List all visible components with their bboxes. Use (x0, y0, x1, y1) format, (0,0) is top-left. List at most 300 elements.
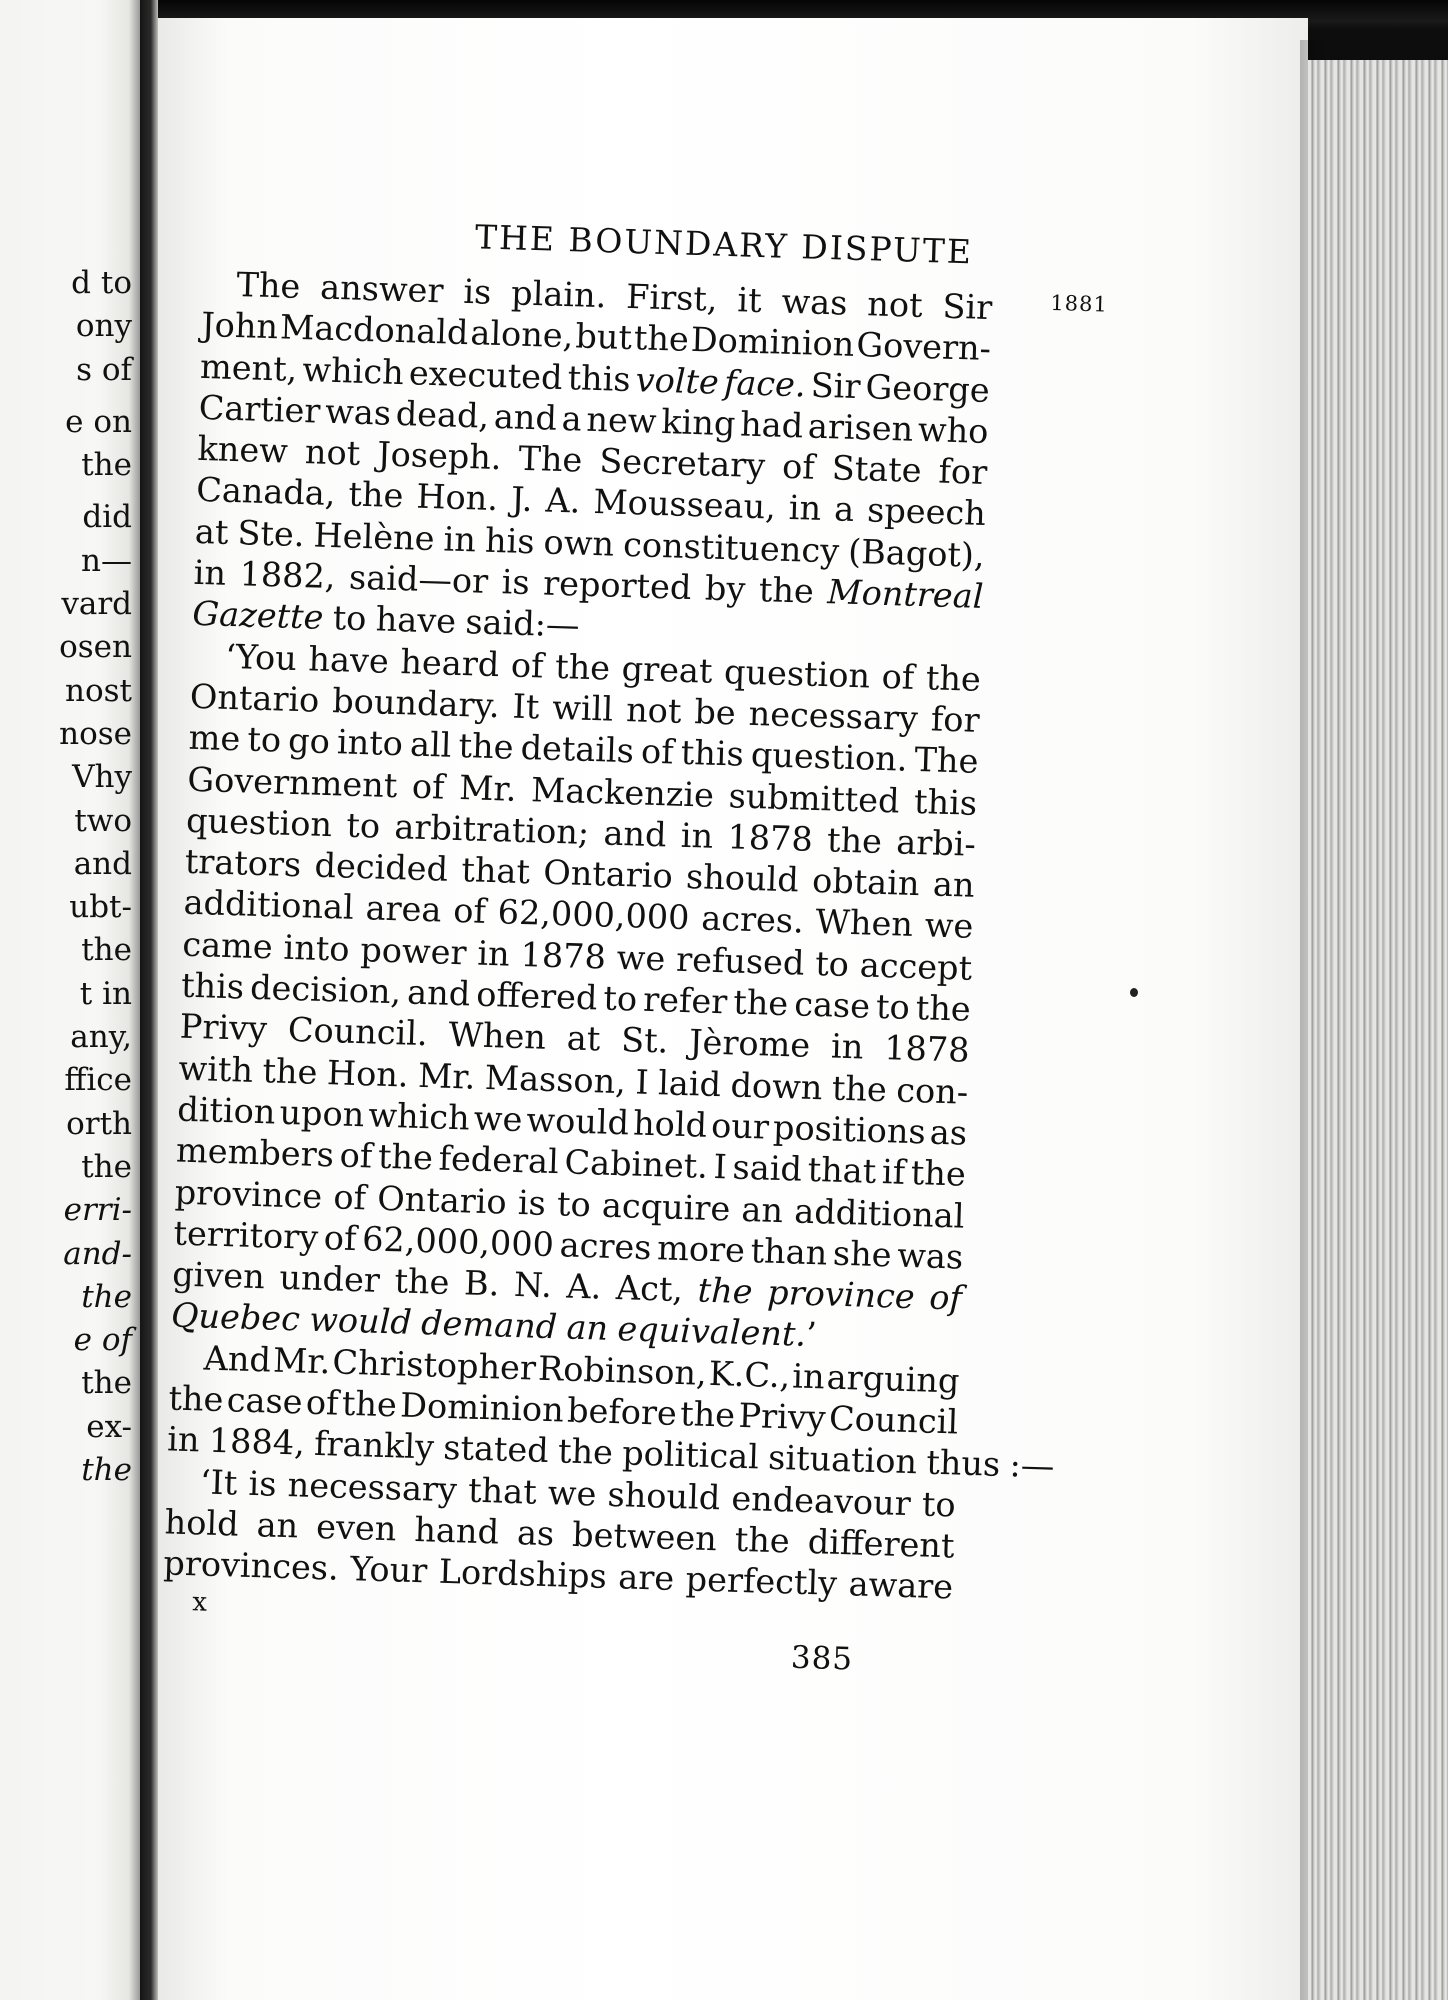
left-page-fragment: ex- (86, 1408, 132, 1445)
word: of (411, 766, 446, 807)
page-number: 385 (790, 1639, 854, 1678)
word: Lordships (438, 1551, 608, 1597)
word: political (621, 1433, 760, 1477)
word: Joseph. (376, 434, 503, 478)
word: When (814, 902, 914, 945)
word: the (697, 1270, 754, 1312)
word: Secretary (598, 441, 766, 486)
word: case (793, 984, 871, 1026)
word: in (476, 933, 511, 974)
word: plain. (510, 273, 607, 316)
word: It (512, 686, 540, 727)
word: question. (750, 735, 909, 779)
word: dition (176, 1089, 277, 1132)
word: the (633, 318, 690, 360)
book-gutter (140, 0, 158, 2000)
word: would (308, 1300, 413, 1343)
word: Christopher (331, 1342, 537, 1388)
word: in (193, 552, 227, 593)
word: have (307, 639, 390, 681)
word: John (200, 305, 279, 347)
word: our (710, 1105, 770, 1147)
word: Your (349, 1549, 428, 1591)
word: in (788, 488, 822, 529)
word: have (375, 599, 457, 642)
word: Canada, (195, 470, 337, 514)
page-edges (1308, 60, 1448, 2000)
word: con- (895, 1070, 969, 1112)
word: Government (186, 759, 398, 805)
left-page-fragment: two (74, 802, 132, 839)
word: boundary. (331, 681, 501, 726)
word: to (556, 1183, 592, 1224)
word: 1882, (239, 554, 337, 597)
word: perfectly (685, 1559, 838, 1604)
word: the (341, 1383, 398, 1425)
word: with (178, 1048, 254, 1090)
word: necessary (748, 693, 919, 738)
word: laid (657, 1062, 722, 1104)
word: answer (319, 267, 445, 311)
word: Council (828, 1398, 959, 1442)
word: upon (278, 1092, 365, 1135)
word: Govern- (855, 325, 992, 369)
word: not (866, 284, 924, 325)
word: area (365, 888, 443, 930)
word: me (188, 718, 241, 759)
left-page-fragment: the (81, 932, 132, 969)
word: the (734, 1519, 791, 1561)
word: details (520, 728, 635, 771)
left-page-fragment: nost (65, 672, 132, 709)
word: at (194, 511, 230, 552)
word: of (305, 1382, 340, 1423)
word: 62,000,000 (497, 892, 691, 938)
left-page-fragment: ony (75, 308, 132, 345)
word: hold (164, 1502, 240, 1544)
word: that (460, 850, 531, 892)
word: was (324, 391, 392, 433)
word: this (680, 733, 745, 774)
word: into (336, 722, 404, 764)
word: territory (173, 1213, 319, 1257)
word: of (928, 1277, 963, 1318)
word: volte (635, 359, 720, 402)
word: J. (510, 479, 534, 520)
word: will (551, 687, 614, 729)
word: his (484, 520, 536, 561)
word: in (791, 1356, 826, 1397)
word: obtain (811, 861, 921, 904)
word: to (332, 598, 368, 639)
word: to (246, 719, 282, 760)
word: for (938, 451, 988, 493)
word: Ontario (376, 1178, 508, 1222)
word: State (831, 448, 923, 491)
word: an (740, 1189, 784, 1230)
left-page-fragment: erri- (63, 1192, 132, 1229)
word: heard (399, 641, 500, 684)
word: stated (442, 1428, 550, 1471)
word: for (930, 699, 981, 740)
word: N. (513, 1265, 553, 1306)
word: to (602, 978, 638, 1019)
word: 1884, (208, 1421, 306, 1463)
word: is (501, 562, 531, 603)
word: Masson, (484, 1057, 627, 1101)
word: ‘It (199, 1462, 238, 1503)
word: :— (1008, 1445, 1055, 1486)
word: should (607, 1474, 721, 1517)
word: the (826, 820, 883, 861)
word: arbitration; (393, 806, 590, 852)
word: 1878 (883, 1028, 971, 1071)
word: even (315, 1506, 398, 1549)
word: the (910, 1153, 967, 1194)
word: of (781, 446, 816, 487)
word: Jèrome (688, 1022, 811, 1066)
word: Cartier (198, 387, 321, 431)
word: that (807, 1150, 877, 1192)
word: Ste. (236, 512, 306, 554)
word: decided (314, 845, 449, 889)
left-page-fragment: the (81, 1278, 132, 1315)
word: of (881, 656, 915, 697)
word: situation (767, 1438, 918, 1482)
left-page-fragment: did (82, 499, 132, 536)
word: the (377, 1136, 434, 1178)
word: the (167, 1378, 224, 1420)
word: Robinson, (537, 1348, 708, 1393)
word: as (929, 1112, 968, 1153)
word: ‘You (224, 636, 298, 678)
word: should (685, 857, 800, 900)
word: Ontario (189, 676, 320, 720)
left-page-fragment: t in (79, 975, 132, 1012)
word: When (447, 1015, 547, 1058)
word: the (261, 1050, 319, 1092)
word: said:— (464, 602, 581, 645)
word: Council. (287, 1010, 429, 1054)
word: reported (542, 563, 692, 608)
left-page (0, 0, 140, 2000)
word: speech (866, 490, 987, 534)
left-page-line-gap (0, 392, 132, 401)
word: K.C., (708, 1353, 791, 1396)
word: acres (559, 1225, 653, 1267)
word: into (283, 927, 351, 969)
word: great (621, 648, 714, 691)
word: I (713, 1147, 728, 1187)
left-page-fragment: the (81, 1452, 132, 1489)
word: Montreal (826, 572, 985, 617)
left-page-fragment: the (81, 447, 132, 484)
word: given (171, 1254, 266, 1297)
word: I (634, 1062, 650, 1102)
word: to (814, 943, 850, 984)
word: to (921, 1484, 957, 1525)
word: Mousseau, (592, 482, 777, 528)
word: B. (463, 1263, 500, 1304)
word: a (833, 489, 855, 530)
word: not (304, 432, 361, 474)
word: additional (793, 1191, 966, 1236)
word: this (567, 357, 632, 399)
word: members (175, 1130, 335, 1175)
word: demand (420, 1303, 558, 1347)
word: to (875, 986, 911, 1027)
word: positions (772, 1107, 927, 1152)
word: that (467, 1470, 538, 1512)
word: 1878 (726, 817, 814, 859)
word: arisen (807, 406, 914, 449)
left-page-fragment: osen (59, 629, 132, 666)
word: the (347, 475, 404, 516)
word: and (493, 396, 558, 438)
word: power (359, 929, 468, 973)
word: it (736, 280, 763, 321)
word: aware (848, 1564, 954, 1607)
word: constituency (622, 524, 840, 571)
word: equivalent.’ (616, 1309, 818, 1355)
word: hold (632, 1103, 708, 1145)
signature-mark: x (191, 1586, 208, 1618)
word: A. (565, 1266, 602, 1307)
left-page-fragment: and- (63, 1235, 132, 1272)
left-page-fragment: nose (59, 715, 132, 752)
word: in (166, 1419, 201, 1460)
word: is (248, 1463, 278, 1504)
word: we (616, 937, 666, 979)
left-page-fragment: any, (70, 1019, 132, 1056)
word: own (543, 522, 615, 564)
word: A. (544, 481, 581, 522)
word: different (807, 1521, 955, 1566)
right-page-text (162, 205, 1185, 1678)
word: king (660, 401, 736, 444)
word: we (473, 1098, 523, 1140)
word: the (679, 1394, 736, 1435)
word: necessary (287, 1464, 458, 1509)
word: which (301, 349, 405, 392)
word: Privy (179, 1006, 268, 1049)
body-text (162, 263, 1055, 1608)
left-page-fragment: orth (66, 1105, 132, 1142)
word: arbi- (895, 822, 977, 864)
word: is (462, 271, 492, 312)
word: acres. (700, 898, 805, 942)
left-page-fragment: ubt- (69, 889, 132, 926)
word: would (525, 1100, 630, 1143)
word: before (566, 1390, 678, 1433)
word: an (932, 864, 976, 905)
word: to (345, 805, 381, 846)
word: George (865, 366, 991, 410)
word: alone, (469, 313, 574, 356)
word: and (602, 813, 668, 855)
word: case (226, 1380, 304, 1422)
word: Sir (810, 365, 862, 406)
word: acquire (601, 1185, 731, 1229)
word: provinces. (162, 1543, 340, 1588)
left-page-fragment: d to (71, 265, 132, 301)
word: Mackenzie (530, 769, 715, 815)
left-page-text-fragments (0, 262, 132, 1492)
word: submitted (728, 775, 901, 821)
word: be (693, 692, 737, 733)
margin-year: 1881 (1050, 290, 1109, 317)
word: face. (723, 362, 807, 405)
left-page-fragment: s of (76, 351, 132, 388)
word: (Bagot), (847, 531, 986, 575)
word: 62,000,000 (361, 1219, 555, 1264)
word: this (913, 781, 978, 823)
word: but (574, 316, 633, 358)
running-head: THE BOUNDARY DISPUTE (474, 217, 974, 272)
word: said—or (348, 557, 489, 601)
word: this (180, 965, 245, 1007)
word: at (566, 1018, 601, 1059)
left-page-fragment: e of (73, 1322, 132, 1359)
word: arguing (826, 1357, 961, 1401)
word: And (203, 1338, 272, 1380)
word: which (367, 1095, 471, 1138)
word: go (287, 721, 331, 762)
word: additional (183, 883, 355, 928)
word: as (516, 1513, 555, 1554)
word: in (680, 815, 714, 856)
word: executed (408, 352, 564, 397)
word: the (393, 1261, 450, 1303)
word: the (925, 657, 982, 699)
word: Gazette (191, 594, 325, 638)
word: than (750, 1230, 828, 1273)
word: of (332, 1176, 367, 1217)
word: thus (925, 1442, 1001, 1485)
word: the (758, 570, 815, 611)
word: offered (475, 974, 598, 1018)
word: Helène (312, 515, 436, 558)
word: Macdonald (279, 307, 469, 353)
word: under (278, 1257, 381, 1300)
word: the (557, 1431, 614, 1473)
word: question (723, 651, 871, 696)
word: had (739, 404, 804, 446)
word: are (617, 1557, 675, 1599)
left-page-line-gap (0, 487, 132, 496)
word: Mr. (417, 1055, 476, 1097)
word: ment, (199, 346, 298, 389)
word: of (323, 1217, 358, 1258)
word: refused (675, 939, 805, 983)
left-page-fragment: n— (81, 542, 132, 579)
left-page-fragment: and (73, 845, 132, 882)
word: endeavour (730, 1478, 912, 1523)
word: frankly (313, 1424, 435, 1467)
word: all (409, 724, 453, 766)
word: First, (625, 276, 719, 319)
word: province (174, 1172, 323, 1216)
left-page-fragment: vard (61, 586, 132, 623)
word: Mr. (458, 767, 518, 809)
word: more (656, 1228, 746, 1270)
word: Privy (737, 1395, 827, 1438)
word: Hon. (415, 477, 499, 519)
word: St. (620, 1020, 669, 1061)
word: she (832, 1233, 893, 1275)
left-page-fragment: Vhy (72, 759, 132, 796)
left-page-fragment: the (81, 1365, 132, 1402)
word: Dominion (690, 320, 855, 365)
left-page-fragment: the (81, 1148, 132, 1185)
word: dead, (395, 393, 490, 436)
word: decision, (249, 967, 402, 1012)
word: The (518, 438, 583, 480)
left-page-fragment: ffice (64, 1062, 132, 1099)
word: knew (196, 429, 289, 471)
word: was (896, 1235, 964, 1277)
word: trators (184, 841, 302, 885)
word: of (339, 1135, 373, 1176)
word: Sir (941, 286, 993, 328)
word: we (924, 905, 974, 947)
word: refer (642, 979, 728, 1022)
word: if (881, 1152, 906, 1193)
word: an (256, 1505, 299, 1546)
word: the (458, 726, 515, 767)
word: and (406, 972, 471, 1014)
word: was (781, 281, 849, 323)
word: 1878 (520, 934, 607, 977)
word: by (704, 568, 746, 609)
word: we (547, 1472, 597, 1514)
word: The (235, 265, 301, 306)
word: question (185, 800, 333, 845)
word: province (766, 1272, 916, 1317)
word: came (181, 924, 274, 967)
word: Act, (615, 1268, 684, 1310)
word: is (517, 1182, 547, 1223)
word: Dominion (399, 1385, 565, 1430)
word: of (510, 645, 545, 686)
word: not (625, 690, 682, 731)
word: who (917, 409, 990, 451)
word: in (830, 1026, 864, 1067)
word: of (640, 731, 675, 772)
word: the (915, 988, 972, 1029)
word: the (554, 646, 611, 688)
word: a (561, 398, 583, 439)
word: the (831, 1068, 888, 1109)
word: federal (438, 1138, 560, 1182)
word: in (443, 519, 477, 560)
word: down (729, 1065, 824, 1107)
word: accept (859, 945, 973, 988)
word: said (732, 1147, 803, 1189)
word: of (452, 891, 487, 932)
word: Quebec (170, 1295, 301, 1339)
word: Hon. (326, 1052, 410, 1095)
word: Cabinet. (564, 1142, 709, 1187)
word: between (571, 1514, 718, 1559)
left-page-fragment: e on (65, 403, 132, 440)
word: an (565, 1307, 609, 1349)
word: hand (413, 1509, 500, 1552)
word: Mr. (272, 1340, 331, 1382)
word: The (914, 740, 979, 782)
word: new (585, 399, 658, 441)
word: the (732, 982, 789, 1024)
